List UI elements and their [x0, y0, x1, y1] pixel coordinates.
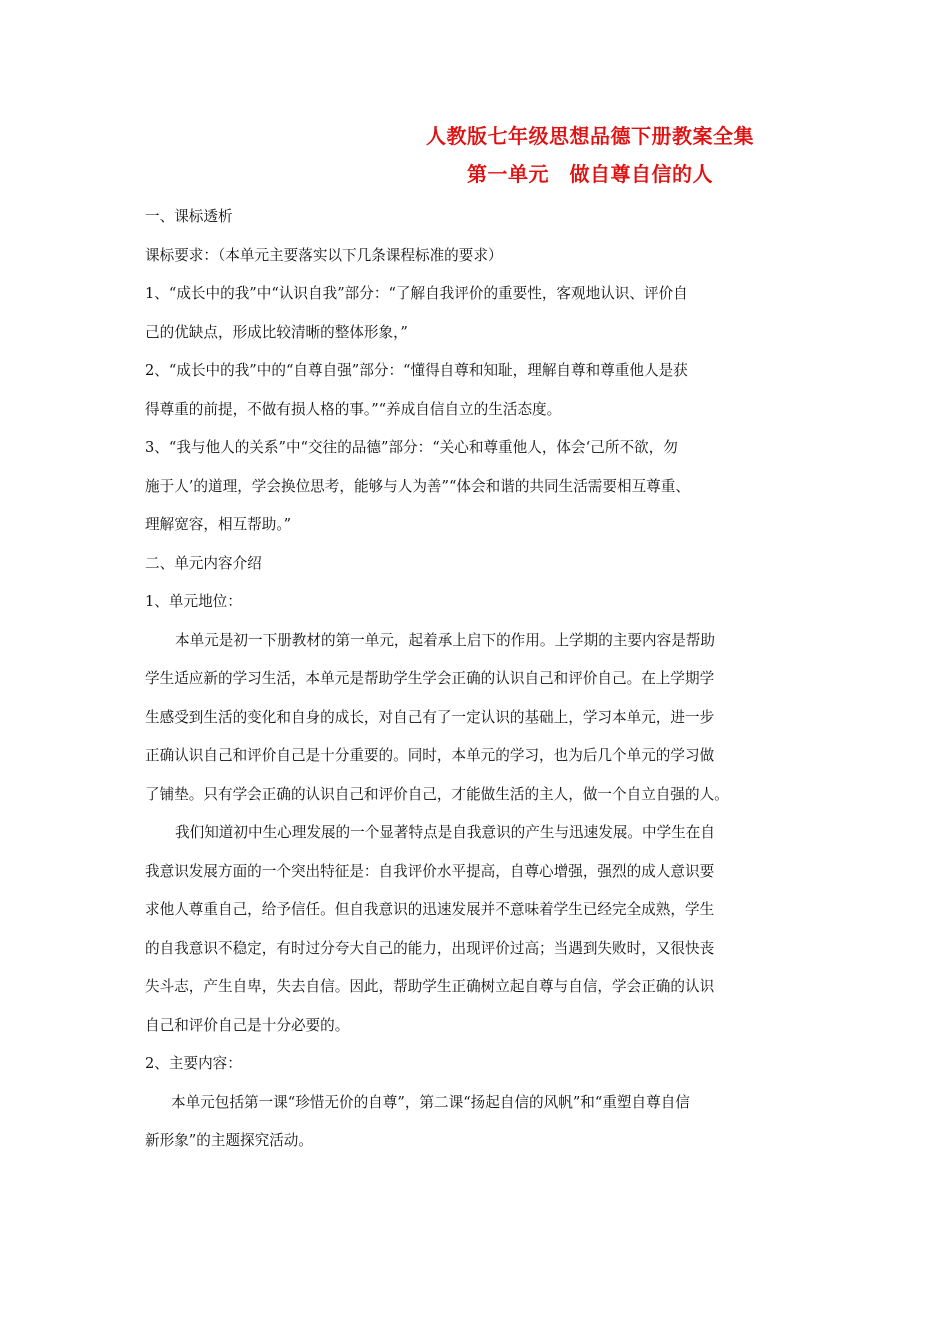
body-line: 我意识发展方面的一个突出特征是：自我评价水平提高，自尊心增强，强烈的成人意识要 [145, 862, 715, 880]
body-line: 正确认识自己和评价自己是十分重要的。同时，本单元的学习，也为后几个单元的学习做 [145, 747, 715, 764]
title-block [380, 118, 800, 192]
body-line: 本单元是初一下册教材的第一单元，起着承上启下的作用。上学期的主要内容是帮助 [175, 631, 715, 649]
body-line: 3、“我与他人的关系”中“交往的品德”部分：“关心和尊重他人，体会‘己所不欲，勿 [145, 439, 678, 456]
body-line: 求他人尊重自己，给予信任。但自我意识的迅速发展并不意味着学生已经完全成熟，学生 [145, 901, 715, 918]
body-line: 的自我意识不稳定，有时过分夸大自己的能力，出现评价过高；当遇到失败时，又很快丧 [145, 939, 715, 957]
body-line: 2、“成长中的我”中的“自尊自强”部分：“懂得自尊和知耻，理解自尊和尊重他人是获 [145, 362, 688, 379]
document-subtitle: 第一单元 做自尊自信的人 [467, 162, 713, 186]
body-line: 课标要求：（本单元主要落实以下几条课程标准的要求） [145, 246, 503, 264]
body-line: 1、单元地位： [145, 593, 242, 610]
body-line: 1、“成长中的我”中“认识自我”部分：“了解自我评价的重要性，客观地认识、评价自 [145, 285, 688, 302]
body-line: 我们知道初中生心理发展的一个显著特点是自我意识的产生与迅速发展。中学生在自 [175, 824, 715, 841]
body-line: 一、课标透析 [145, 208, 233, 225]
body-line: 自己和评价自己是十分必要的。 [145, 1016, 350, 1034]
body-line: 施于人’的道理，学会换位思考，能够与人为善”“体会和谐的共同生活需要相互尊重、 [145, 477, 690, 495]
body-line: 本单元包括第一课“珍惜无价的自尊”，第二课“扬起自信的风帆”和“重塑自尊自信 [171, 1093, 690, 1111]
document-body [145, 198, 810, 1161]
body-line: 得尊重的前提，不做有损人格的事。”“养成自信自立的生活态度。 [145, 400, 562, 418]
document-title: 人教版七年级思想品德下册教案全集 [426, 124, 754, 148]
body-line: 失斗志，产生自卑，失去自信。因此，帮助学生正确树立起自尊与自信，学会正确的认识 [145, 978, 715, 995]
body-line: 理解宽容，相互帮助。” [145, 516, 292, 533]
body-line: 己的优缺点，形成比较清晰的整体形象，” [145, 323, 408, 341]
body-line: 2、主要内容： [145, 1055, 242, 1072]
body-line: 新形象”的主题探究活动。 [145, 1132, 313, 1149]
body-line: 学生适应新的学习生活，本单元是帮助学生学会正确的认识自己和评价自己。在上学期学 [145, 670, 715, 687]
body-line: 生感受到生活的变化和自身的成长，对自己有了一定认识的基础上，学习本单元，进一步 [145, 708, 715, 726]
body-line: 二、单元内容介绍 [145, 554, 262, 572]
body-line: 了铺垫。只有学会正确的认识自己和评价自己，才能做生活的主人，做一个自立自强的人。 [145, 785, 729, 803]
